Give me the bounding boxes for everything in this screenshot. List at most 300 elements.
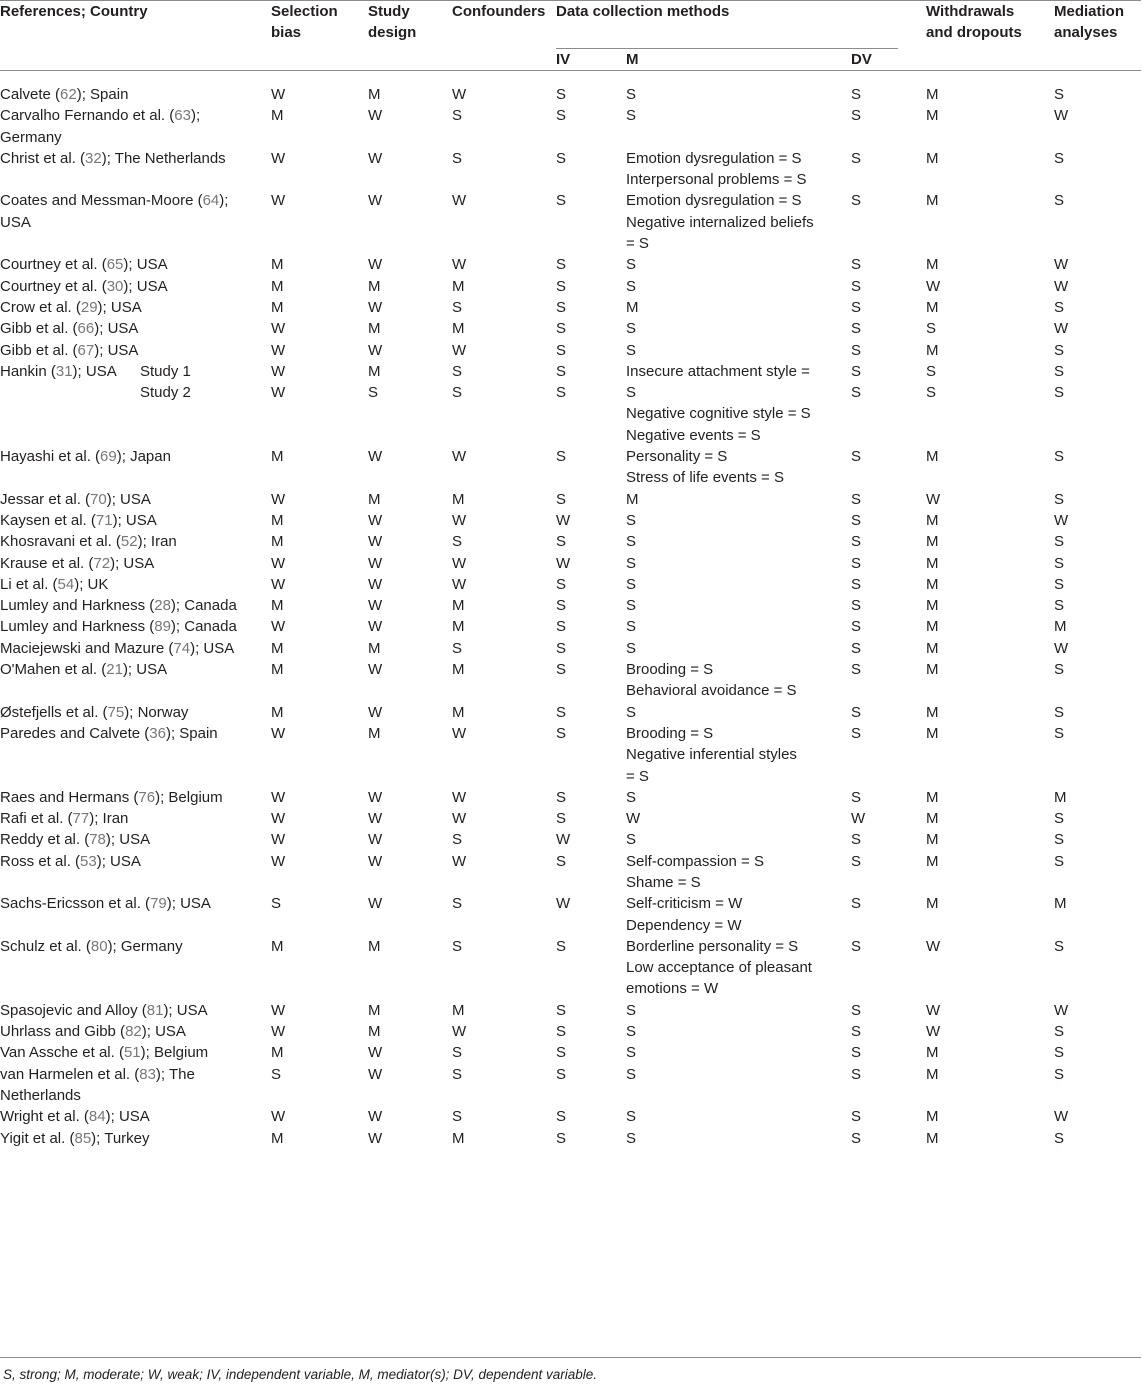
reference-continuation: Netherlands bbox=[0, 1086, 81, 1104]
cell-study-design: M bbox=[368, 1001, 381, 1019]
cell-mediator bbox=[626, 361, 851, 446]
cell-withdrawals: W bbox=[926, 277, 941, 295]
cell-study-design: W bbox=[368, 192, 383, 210]
reference-suffix: ); USA bbox=[166, 895, 211, 913]
cell-study-design: W bbox=[368, 831, 383, 849]
mediator-line: Personality = S bbox=[626, 448, 728, 466]
header-selection-bias-line2: bias bbox=[271, 24, 302, 41]
reference-suffix: ); USA bbox=[163, 1001, 208, 1019]
reference-suffix: ); USA bbox=[123, 256, 168, 274]
mediator-line: S bbox=[626, 1001, 637, 1019]
reference-suffix: ); USA bbox=[122, 661, 168, 679]
cell-study-design: M bbox=[368, 639, 381, 657]
cell-iv bbox=[556, 361, 626, 446]
table-row bbox=[0, 595, 1141, 616]
cell-selection-bias-value: W bbox=[271, 384, 286, 402]
reference-suffix: ); Belgium bbox=[140, 1044, 209, 1062]
cell-mediation: M bbox=[1054, 618, 1067, 636]
cell-selection-bias: M bbox=[271, 533, 284, 551]
reference-suffix: ); USA bbox=[106, 490, 151, 508]
cell-confounders: W bbox=[452, 852, 467, 870]
reference-prefix: Hayashi et al. ( bbox=[0, 448, 101, 466]
citation-number: 69 bbox=[100, 448, 117, 466]
mediator-line: S bbox=[626, 533, 637, 551]
mediator-line: S bbox=[626, 575, 637, 593]
cell-mediation: W bbox=[1054, 1108, 1069, 1126]
cell-withdrawals-value: S bbox=[926, 362, 937, 380]
cell-confounders: M bbox=[452, 277, 465, 295]
cell-withdrawals: M bbox=[926, 1044, 939, 1062]
reference-suffix: ); Spain bbox=[165, 724, 218, 742]
reference-prefix: Yigit et al. ( bbox=[0, 1129, 75, 1147]
cell-study-design-value: S bbox=[368, 384, 379, 402]
cell-reference bbox=[0, 851, 271, 894]
cell-mediator bbox=[626, 489, 851, 510]
cell-mediation: S bbox=[1054, 192, 1065, 210]
table-row bbox=[0, 1000, 1141, 1021]
cell-dv: S bbox=[851, 618, 862, 636]
reference-prefix: Van Assche et al. ( bbox=[0, 1044, 124, 1062]
cell-confounders: M bbox=[452, 597, 465, 615]
cell-selection-bias: M bbox=[271, 511, 284, 529]
cell-confounders: W bbox=[452, 810, 467, 828]
cell-mediation: M bbox=[1054, 895, 1067, 913]
cell-withdrawals: M bbox=[926, 1065, 939, 1083]
cell-reference bbox=[0, 489, 271, 510]
reference-prefix: Jessar et al. ( bbox=[0, 490, 91, 508]
cell-selection-bias: M bbox=[271, 256, 284, 274]
table-row bbox=[0, 148, 1141, 191]
cell-mediator bbox=[626, 148, 851, 191]
mediator-line: Self-criticism = W bbox=[626, 895, 743, 913]
cell-withdrawals-value: S bbox=[926, 384, 937, 402]
citation-number: 31 bbox=[55, 362, 73, 380]
cell-dv: S bbox=[851, 448, 862, 466]
cell-mediator bbox=[626, 446, 851, 489]
cell-withdrawals: M bbox=[926, 810, 939, 828]
cell-mediation: S bbox=[1054, 1129, 1065, 1147]
cell-iv: S bbox=[556, 597, 567, 615]
citation-number: 76 bbox=[138, 788, 156, 806]
table-row bbox=[0, 446, 1141, 489]
table-row bbox=[0, 702, 1141, 723]
reference-prefix: Courtney et al. ( bbox=[0, 277, 107, 295]
reference-suffix: ); Spain bbox=[76, 86, 129, 103]
cell-selection-bias: W bbox=[271, 852, 286, 870]
reference-prefix: Uhrlass and Gibb ( bbox=[0, 1023, 126, 1041]
cell-dv: S bbox=[851, 661, 862, 679]
reference-suffix: ); The bbox=[155, 1065, 195, 1083]
cell-withdrawals: M bbox=[926, 831, 939, 849]
reference-suffix: ); Iran bbox=[89, 810, 129, 828]
citation-number: 28 bbox=[154, 597, 171, 615]
cell-withdrawals: M bbox=[926, 575, 939, 593]
table-row bbox=[0, 574, 1141, 595]
cell-study-design: W bbox=[368, 661, 383, 679]
mediator-line: Emotion dysregulation = S bbox=[626, 149, 802, 167]
cell-study-design: W bbox=[368, 341, 383, 359]
cell-reference bbox=[0, 638, 271, 659]
mediator-line: Negative cognitive style = S bbox=[626, 405, 811, 423]
reference-suffix: ); USA bbox=[97, 298, 142, 316]
cell-reference bbox=[0, 340, 271, 361]
citation-number: 66 bbox=[77, 320, 95, 338]
cell-dv: S bbox=[851, 86, 862, 103]
cell-study-design: W bbox=[368, 703, 383, 721]
cell-iv: S bbox=[556, 256, 567, 274]
reference-suffix: ); USA bbox=[123, 277, 168, 295]
reference-suffix: ); Iran bbox=[137, 533, 177, 551]
cell-mediation: W bbox=[1054, 107, 1069, 125]
mediator-line: Brooding = S bbox=[626, 724, 714, 742]
cell-mediation: S bbox=[1054, 852, 1065, 870]
cell-study-design: M bbox=[368, 724, 381, 742]
table-row bbox=[0, 1064, 1141, 1107]
table-row bbox=[0, 510, 1141, 531]
cell-withdrawals: M bbox=[926, 107, 939, 125]
cell-withdrawals: M bbox=[926, 298, 939, 316]
table-row bbox=[0, 723, 1141, 787]
reference-suffix: ); USA bbox=[96, 852, 141, 870]
mediator-line: S bbox=[626, 1044, 637, 1062]
cell-selection-bias: W bbox=[271, 192, 286, 210]
reference-prefix: Coates and Messman-Moore ( bbox=[0, 192, 203, 210]
table-row bbox=[0, 1128, 1141, 1157]
cell-dv: S bbox=[851, 490, 862, 508]
cell-dv: S bbox=[851, 852, 862, 870]
cell-iv-value: S bbox=[556, 362, 567, 380]
cell-iv: S bbox=[556, 937, 567, 955]
reference-prefix: Schulz et al. ( bbox=[0, 937, 91, 955]
mediator-line: Low acceptance of pleasant bbox=[626, 959, 812, 977]
cell-iv: S bbox=[556, 490, 567, 508]
cell-mediator bbox=[626, 936, 851, 1000]
cell-withdrawals: M bbox=[926, 1108, 939, 1126]
reference-prefix: Li et al. ( bbox=[0, 575, 58, 593]
cell-dv: S bbox=[851, 1023, 862, 1041]
mediator-line: W bbox=[626, 810, 641, 828]
cell-mediator bbox=[626, 190, 851, 254]
mediator-line: S bbox=[626, 256, 637, 274]
cell-reference bbox=[0, 318, 271, 339]
cell-iv: S bbox=[556, 1044, 567, 1062]
cell-iv: S bbox=[556, 852, 567, 870]
cell-iv: W bbox=[556, 554, 571, 572]
cell-mediation: S bbox=[1054, 661, 1065, 679]
cell-mediator bbox=[626, 851, 851, 894]
cell-mediator bbox=[626, 1064, 851, 1107]
citation-number: 72 bbox=[93, 554, 111, 572]
reference-prefix: Reddy et al. ( bbox=[0, 831, 90, 849]
cell-dv: S bbox=[851, 639, 862, 657]
cell-mediation: S bbox=[1054, 490, 1065, 508]
reference-suffix: ); USA bbox=[94, 320, 139, 338]
cell-dv: S bbox=[851, 575, 862, 593]
cell-mediator bbox=[626, 340, 851, 361]
header-selection-bias bbox=[271, 1, 368, 71]
header-data-collection-label: Data collection methods bbox=[556, 1, 898, 49]
mediator-line: S bbox=[626, 788, 637, 806]
cell-selection-bias: W bbox=[271, 1023, 286, 1041]
cell-withdrawals: M bbox=[926, 554, 939, 572]
cell-iv: S bbox=[556, 320, 567, 338]
citation-number: 30 bbox=[106, 277, 124, 295]
reference-prefix: O'Mahen et al. ( bbox=[0, 661, 107, 679]
citation-number: 21 bbox=[106, 661, 123, 679]
cell-confounders: S bbox=[452, 639, 463, 657]
reference-suffix: ); UK bbox=[74, 575, 109, 593]
mediator-line: S bbox=[626, 554, 637, 572]
table-row bbox=[0, 297, 1141, 318]
cell-dv: S bbox=[851, 703, 862, 721]
cell-reference bbox=[0, 659, 271, 702]
cell-mediation-value: S bbox=[1054, 384, 1065, 402]
cell-iv: W bbox=[556, 895, 571, 913]
reference-prefix: Paredes and Calvete ( bbox=[0, 724, 150, 742]
cell-withdrawals: W bbox=[926, 1023, 941, 1041]
table-row bbox=[0, 553, 1141, 574]
cell-dv: S bbox=[851, 1001, 862, 1019]
cell-selection-bias: M bbox=[271, 298, 284, 316]
reference-suffix: ); USA bbox=[94, 341, 139, 359]
cell-mediation: S bbox=[1054, 149, 1065, 167]
reference-prefix: Spasojevic and Alloy ( bbox=[0, 1001, 147, 1019]
citation-number: 79 bbox=[150, 895, 167, 913]
header-mediation-line2: analyses bbox=[1054, 24, 1118, 41]
mediator-line: S bbox=[626, 1129, 637, 1147]
cell-mediation: S bbox=[1054, 298, 1065, 316]
table-row bbox=[0, 851, 1141, 894]
cell-mediator bbox=[626, 659, 851, 702]
mediator-line: Stress of life events = S bbox=[626, 469, 784, 487]
cell-mediation: S bbox=[1054, 448, 1065, 466]
reference-suffix: ); Canada bbox=[170, 597, 237, 615]
cell-study-design: M bbox=[368, 937, 381, 955]
cell-reference bbox=[0, 190, 271, 254]
citation-number: 75 bbox=[107, 703, 125, 721]
cell-confounders: M bbox=[452, 320, 465, 338]
reference-prefix: Raes and Hermans ( bbox=[0, 788, 139, 806]
cell-mediator bbox=[626, 893, 851, 936]
cell-confounders: S bbox=[452, 1065, 463, 1083]
reference-suffix: ); Turkey bbox=[91, 1129, 150, 1147]
cell-mediator bbox=[626, 595, 851, 616]
cell-study-design: M bbox=[368, 277, 381, 295]
cell-iv: S bbox=[556, 1001, 567, 1019]
cell-dv: S bbox=[851, 597, 862, 615]
cell-confounders: W bbox=[452, 448, 467, 466]
cell-reference bbox=[0, 254, 271, 275]
cell-reference bbox=[0, 510, 271, 531]
cell-mediation: M bbox=[1054, 788, 1067, 806]
cell-confounders: S bbox=[452, 107, 463, 125]
cell-iv: S bbox=[556, 1129, 567, 1147]
reference-prefix: Carvalho Fernando et al. ( bbox=[0, 107, 175, 125]
cell-mediator bbox=[626, 318, 851, 339]
citation-number: 51 bbox=[123, 1044, 141, 1062]
reference-prefix: Østefjells et al. ( bbox=[0, 703, 108, 721]
cell-study-design: W bbox=[368, 1108, 383, 1126]
cell-iv: S bbox=[556, 810, 567, 828]
citation-number: 74 bbox=[173, 639, 191, 657]
table-row bbox=[0, 808, 1141, 829]
cell-selection-bias: M bbox=[271, 661, 284, 679]
cell-confounders: W bbox=[452, 554, 467, 572]
cell-mediation: S bbox=[1054, 810, 1065, 828]
mediator-line: S bbox=[626, 597, 637, 615]
cell-mediator bbox=[626, 702, 851, 723]
cell-dv: S bbox=[851, 831, 862, 849]
cell-withdrawals: M bbox=[926, 192, 939, 210]
reference-prefix: Lumley and Harkness ( bbox=[0, 597, 155, 615]
reference-prefix: Courtney et al. ( bbox=[0, 256, 107, 274]
cell-withdrawals: M bbox=[926, 724, 939, 742]
mediator-line: S bbox=[626, 511, 637, 529]
citation-number: 62 bbox=[60, 86, 77, 103]
mediator-line: S bbox=[626, 831, 637, 849]
header-confounders: Confounders bbox=[452, 1, 556, 71]
citation-number: 77 bbox=[72, 810, 90, 828]
cell-study-design: W bbox=[368, 852, 383, 870]
citation-number: 82 bbox=[125, 1023, 142, 1041]
reference-prefix: Rafi et al. ( bbox=[0, 810, 73, 828]
table-row bbox=[0, 787, 1141, 808]
cell-withdrawals: S bbox=[926, 320, 937, 338]
reference-prefix: Kaysen et al. ( bbox=[0, 511, 96, 529]
cell-dv: S bbox=[851, 256, 862, 274]
mediator-line: = S bbox=[626, 767, 649, 785]
table-row bbox=[0, 489, 1141, 510]
cell-confounders bbox=[452, 361, 556, 446]
cell-mediation-value: S bbox=[1054, 362, 1065, 380]
cell-dv: S bbox=[851, 341, 862, 359]
cell-iv: S bbox=[556, 341, 567, 359]
cell-mediation: S bbox=[1054, 554, 1065, 572]
reference-prefix: Crow et al. ( bbox=[0, 298, 81, 316]
header-selection-bias-line1: Selection bbox=[271, 3, 338, 20]
cell-confounders: S bbox=[452, 533, 463, 551]
cell-confounders: S bbox=[452, 298, 463, 316]
reference-prefix: Sachs-Ericsson et al. ( bbox=[0, 895, 151, 913]
cell-reference bbox=[0, 574, 271, 595]
cell-dv: S bbox=[851, 192, 862, 210]
citation-number: 89 bbox=[154, 618, 171, 636]
cell-mediator bbox=[626, 723, 851, 787]
table-row bbox=[0, 893, 1141, 936]
citation-number: 36 bbox=[149, 724, 166, 742]
cell-study-design: W bbox=[368, 575, 383, 593]
cell-mediator bbox=[626, 1128, 851, 1157]
mediator-line: Self-compassion = S bbox=[626, 852, 764, 870]
reference-suffix: ); Germany bbox=[107, 937, 183, 955]
reference-continuation: Germany bbox=[0, 128, 62, 146]
table-row bbox=[0, 71, 1141, 106]
subheader-dv: DV bbox=[851, 51, 872, 68]
cell-iv: S bbox=[556, 192, 567, 210]
cell-dv: S bbox=[851, 149, 862, 167]
cell-study-design: W bbox=[368, 107, 383, 125]
cell-mediator bbox=[626, 71, 851, 106]
mediator-line: S bbox=[626, 107, 637, 125]
cell-iv: S bbox=[556, 277, 567, 295]
header-mediation-line1: Mediation bbox=[1054, 3, 1124, 20]
table-header bbox=[0, 1, 1141, 71]
cell-mediation: W bbox=[1054, 320, 1069, 338]
cell-reference bbox=[0, 829, 271, 850]
cell-dv: S bbox=[851, 277, 862, 295]
citation-number: 81 bbox=[146, 1001, 164, 1019]
table-row bbox=[0, 659, 1141, 702]
header-mediation bbox=[1054, 1, 1141, 71]
cell-reference bbox=[0, 723, 271, 787]
cell-dv: S bbox=[851, 320, 862, 338]
cell-iv: S bbox=[556, 788, 567, 806]
cell-mediator bbox=[626, 787, 851, 808]
cell-mediation: W bbox=[1054, 639, 1069, 657]
reference-prefix: Christ et al. ( bbox=[0, 149, 86, 167]
citation-number: 78 bbox=[89, 831, 106, 849]
table-row bbox=[0, 936, 1141, 1000]
reference-suffix: ); bbox=[219, 192, 229, 210]
cell-reference bbox=[0, 1000, 271, 1021]
cell-selection-bias: W bbox=[271, 1108, 286, 1126]
cell-withdrawals: M bbox=[926, 788, 939, 806]
reference-prefix: Maciejewski and Mazure ( bbox=[0, 639, 174, 657]
cell-selection-bias: W bbox=[271, 1001, 286, 1019]
table-row bbox=[0, 1106, 1141, 1127]
table-row bbox=[0, 829, 1141, 850]
cell-reference bbox=[0, 446, 271, 489]
cell-study-design: M bbox=[368, 320, 381, 338]
table-row bbox=[0, 105, 1141, 148]
cell-reference bbox=[0, 1042, 271, 1063]
reference-suffix: ); USA bbox=[190, 639, 235, 657]
citation-number: 85 bbox=[74, 1129, 92, 1147]
cell-mediation: S bbox=[1054, 1044, 1065, 1062]
cell-selection-bias: M bbox=[271, 703, 284, 721]
cell-confounders: W bbox=[452, 86, 467, 103]
cell-iv: S bbox=[556, 661, 567, 679]
reference-prefix: Ross et al. ( bbox=[0, 852, 81, 870]
table-row bbox=[0, 190, 1141, 254]
cell-selection-bias: M bbox=[271, 597, 284, 615]
cell-iv: S bbox=[556, 575, 567, 593]
cell-confounders: W bbox=[452, 1023, 467, 1041]
cell-reference bbox=[0, 616, 271, 637]
cell-confounders: M bbox=[452, 1129, 465, 1147]
mediator-line: S bbox=[626, 384, 637, 402]
mediator-line: Interpersonal problems = S bbox=[626, 171, 807, 189]
mediator-line: S bbox=[626, 639, 637, 657]
cell-mediation: S bbox=[1054, 533, 1065, 551]
cell-selection-bias: W bbox=[271, 618, 286, 636]
cell-withdrawals: M bbox=[926, 1129, 939, 1147]
mediator-line: Brooding = S bbox=[626, 661, 714, 679]
header-study-design-line2: design bbox=[368, 24, 417, 41]
cell-selection-bias: W bbox=[271, 320, 286, 338]
cell-confounders: W bbox=[452, 256, 467, 274]
cell-dv: S bbox=[851, 554, 862, 572]
header-study-design bbox=[368, 1, 452, 71]
cell-withdrawals: W bbox=[926, 490, 941, 508]
cell-study-design: W bbox=[368, 1065, 383, 1083]
cell-withdrawals: M bbox=[926, 149, 939, 167]
cell-confounders: W bbox=[452, 192, 467, 210]
cell-reference bbox=[0, 276, 271, 297]
cell-reference bbox=[0, 148, 271, 191]
cell-study-design: W bbox=[368, 256, 383, 274]
cell-selection-bias: M bbox=[271, 937, 284, 955]
